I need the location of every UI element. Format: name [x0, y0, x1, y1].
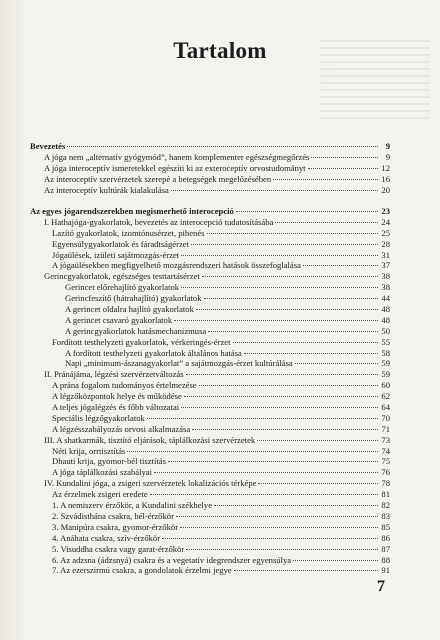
- toc-entry-page: 62: [381, 391, 390, 402]
- toc-entry: [30, 185, 390, 196]
- toc-entry-title: II. Pránájáma, légzési szervérzetváltozás: [44, 369, 184, 380]
- dot-leader: [308, 168, 378, 169]
- toc-entry: [30, 380, 390, 391]
- toc-entry: [30, 337, 390, 348]
- dot-leader: [204, 298, 379, 299]
- dot-leader: [196, 309, 378, 310]
- dot-leader: [181, 287, 378, 288]
- toc-entry-page: 81: [381, 489, 390, 500]
- toc-entry: [30, 565, 390, 576]
- toc-entry: [30, 271, 390, 282]
- toc-entry-page: 58: [381, 347, 390, 358]
- dot-leader: [162, 538, 378, 539]
- toc-section-yoga-systems: [30, 206, 390, 576]
- toc-entry-page: 71: [381, 423, 390, 434]
- toc-entry: [30, 522, 390, 533]
- toc-entry: [30, 315, 390, 326]
- toc-entry-title: III. A shatkarmák, tisztító eljárások, táplálkozási szervérzetek: [44, 434, 256, 445]
- toc-entry-page: 9: [385, 151, 390, 162]
- dot-leader: [273, 179, 378, 180]
- toc-entry-page: 38: [381, 271, 390, 282]
- dot-leader: [295, 363, 378, 364]
- toc-entry: [30, 402, 390, 413]
- toc-entry-title: Jógaülések, izületi sajátmozgás-érzet: [52, 249, 180, 260]
- toc-entry: [30, 163, 390, 174]
- dot-leader: [303, 265, 378, 266]
- toc-entry-title: Egyensúlygyakorlatok és fáradtságérzet: [52, 238, 189, 249]
- dot-leader: [186, 549, 378, 550]
- toc-entry: [30, 293, 390, 304]
- dot-leader: [233, 342, 379, 343]
- toc-entry-page: 31: [381, 249, 390, 260]
- toc-entry-title: A teljes jógalégzés és főbb változatai: [52, 402, 180, 413]
- toc-entry-title: Fordított testhelyzeti gyakorlatok, vérkeringés-érzet: [52, 336, 231, 347]
- toc-entry: [30, 174, 390, 185]
- toc-entry-title: 2. Szvádisthána csakra, bél-érzőkör: [52, 510, 174, 521]
- dot-leader: [181, 255, 378, 256]
- toc-entry: [30, 544, 390, 555]
- toc-entry: [30, 369, 390, 380]
- toc-entry-title: Az interoceptív kultúrák kialakulása: [44, 184, 169, 195]
- toc-entry-title: IV. Kundalini jóga, a zsigeri szervérzetek lokalizációs térképe: [44, 478, 257, 489]
- toc-entry-page: 78: [381, 478, 390, 489]
- dot-leader: [186, 374, 378, 375]
- toc-entry-title: 4. Anáhata csakra, szív-érzőkör: [52, 532, 161, 543]
- toc-entry-title: 1. A nemiszerv érzőkör, a Kundalini székhelye: [52, 500, 213, 511]
- toc-entry-title: Lazító gyakorlatok, izomtónusérzet, pihenés: [52, 227, 205, 238]
- toc-entry: [30, 152, 390, 163]
- dot-leader: [275, 222, 378, 223]
- toc-entry-page: 24: [381, 216, 390, 227]
- toc-entry: [30, 348, 390, 359]
- toc-entry: [30, 500, 390, 511]
- toc-entry-page: 86: [381, 532, 390, 543]
- dot-leader: [202, 276, 378, 277]
- toc-entry: [30, 391, 390, 402]
- toc-entry-title: A gerincet csavaró gyakorlatok: [65, 314, 173, 325]
- page-title: Tartalom: [173, 38, 267, 63]
- toc-entry: [30, 424, 390, 435]
- page-number: 7: [377, 578, 385, 595]
- toc-entry-page: 76: [381, 467, 390, 478]
- toc-entry-title: Néti krija, orrtisztítás: [52, 445, 126, 456]
- toc-entry-page: 44: [381, 293, 390, 304]
- toc-entry-page: 88: [381, 554, 390, 565]
- dot-leader: [67, 146, 378, 147]
- toc-entry-page: 91: [381, 565, 390, 576]
- toc-entry: [30, 489, 390, 500]
- toc-entry-page: 82: [381, 500, 390, 511]
- toc-entry-title: 5. Visuddha csakra vagy garat-érzőkör: [52, 543, 185, 554]
- dot-leader: [311, 157, 378, 158]
- toc-entry-title: 7. Az ezerszirmú csakra, a gondolatok érzelmi jegye: [52, 565, 232, 576]
- toc-entry-title: A prána fogalom tudományos értelmezése: [52, 380, 197, 391]
- toc-entry-page: 48: [381, 304, 390, 315]
- toc-entry-page: 74: [381, 445, 390, 456]
- dot-leader: [199, 385, 378, 386]
- toc-entry: [30, 413, 390, 424]
- dot-leader: [236, 211, 378, 212]
- dot-leader: [174, 320, 378, 321]
- dot-leader: [150, 494, 378, 495]
- toc-entry-page: 73: [381, 434, 390, 445]
- toc-entry-title: I. Hathajóga-gyakorlatok, bevezetés az interocepció tudatosításába: [44, 216, 274, 227]
- toc-entry: [30, 250, 390, 261]
- toc-entry: [30, 511, 390, 522]
- toc-entry-title: Bevezetés: [30, 141, 66, 151]
- toc-entry: [30, 282, 390, 293]
- toc-entry-page: 60: [381, 380, 390, 391]
- toc-entry: [30, 326, 390, 337]
- toc-entry-page: 9: [385, 141, 390, 151]
- toc-entry-title: A jóga interoceptív ismeretekkel egészíti ki az exteroceptív orvostudományt: [44, 162, 306, 173]
- toc-section-introduction: [30, 141, 390, 195]
- dot-leader: [181, 407, 378, 408]
- toc-entry-page: 55: [381, 336, 390, 347]
- toc-entry-page: 75: [381, 456, 390, 467]
- toc-entry-page: 20: [381, 184, 390, 195]
- toc-entry-page: 59: [381, 369, 390, 380]
- dot-leader: [184, 396, 378, 397]
- toc-entry-title: 6. Az adzsna (ádzsnyá) csakra és a vegetatív idegrendszer egyensúlya: [52, 554, 292, 565]
- toc-entry: [30, 478, 390, 489]
- dot-leader: [171, 190, 378, 191]
- toc-entry: [30, 446, 390, 457]
- toc-entry-title: Napi „minimum-ászanagyakorlat” a sajátmozgás-érzet kultúrálása: [65, 358, 293, 369]
- toc-entry: [30, 217, 390, 228]
- toc-entry-page: 38: [381, 282, 390, 293]
- toc-entry-title: Speciális légzőgyakorlatok: [52, 412, 145, 423]
- dot-leader: [154, 472, 378, 473]
- toc-entry-page: 37: [381, 260, 390, 271]
- toc-entry: [30, 239, 390, 250]
- toc-entry-page: 28: [381, 238, 390, 249]
- toc-entry: [30, 467, 390, 478]
- toc-heading: [30, 206, 390, 217]
- dot-leader: [214, 505, 378, 506]
- toc-entry-title: A légzésszabályozás orvosi alkalmazása: [52, 423, 191, 434]
- dot-leader: [293, 560, 378, 561]
- toc-entry-title: A gerincgyakorlatok hatásmechanizmusa: [65, 325, 207, 336]
- dot-leader: [208, 331, 378, 332]
- toc-entry-title: Az érzelmek zsigeri eredete: [52, 489, 148, 500]
- dot-leader: [257, 440, 378, 441]
- toc-entry-page: 25: [381, 227, 390, 238]
- toc-entry: [30, 533, 390, 544]
- toc-entry-page: 59: [381, 358, 390, 369]
- toc-entry-title: A jógaülésekben megfigyelhető mozgásrendszeri hatások összefoglalása: [52, 260, 301, 271]
- dot-leader: [127, 451, 378, 452]
- toc-entry-page: 87: [381, 543, 390, 554]
- toc-entry-title: Az interoceptív szervérzetek szerepé a betegségek megelőzésében: [44, 173, 272, 184]
- toc-entry-title: A légzőközpontok helye és működése: [52, 391, 182, 402]
- toc-entry: [30, 358, 390, 369]
- dot-leader: [258, 483, 378, 484]
- toc-entry-page: 83: [381, 510, 390, 521]
- dot-leader: [234, 570, 378, 571]
- toc-entry: [30, 304, 390, 315]
- dot-leader: [191, 244, 378, 245]
- toc-entry-title: Az egyes jógarendszerekben megismerhető interocepció: [30, 206, 234, 216]
- dot-leader: [180, 527, 378, 528]
- dot-leader: [168, 461, 378, 462]
- dot-leader: [207, 233, 379, 234]
- toc-entry-page: 64: [381, 402, 390, 413]
- toc-entry: [30, 228, 390, 239]
- toc-entry-title: Gerincfeszítő (hátrahajlító) gyakorlatok: [65, 293, 202, 304]
- toc-entry: [30, 456, 390, 467]
- dot-leader: [176, 516, 378, 517]
- toc-entry-title: Dhauti krija, gyomor-bél tisztítás: [52, 456, 166, 467]
- toc-heading: [30, 141, 390, 152]
- toc-entry-page: 48: [381, 314, 390, 325]
- toc-entry: [30, 435, 390, 446]
- toc-entry-title: Gerincet előrehajlító gyakorlatok: [65, 282, 180, 293]
- toc-entry-page: 70: [381, 412, 390, 423]
- toc-entry: [30, 555, 390, 566]
- toc-entry-title: 3. Manipúra csakra, gyomor-érzőkör: [52, 521, 179, 532]
- dot-leader: [192, 429, 378, 430]
- dot-leader: [147, 418, 378, 419]
- toc-entry: [30, 260, 390, 271]
- toc-entry-page: 50: [381, 325, 390, 336]
- dot-leader: [244, 353, 378, 354]
- toc-entry-title: A jóga nem „alternatív gyógymód”, hanem komplementer egészségmegőrzés: [44, 151, 310, 162]
- toc-entry-title: A jóga táplálkozási szabályai: [52, 467, 152, 478]
- toc-entry-title: A fordított testhelyzeti gyakorlatok általános hatása: [65, 347, 242, 358]
- toc-entry-title: A gerincet oldalra hajlító gyakorlatok: [65, 304, 194, 315]
- toc-entry-page: 23: [381, 206, 390, 216]
- toc-entry-title: Gerincgyakorlatok, egészséges testtartásérzet: [44, 271, 200, 282]
- toc-entry-page: 16: [381, 173, 390, 184]
- toc-entry-page: 85: [381, 521, 390, 532]
- toc-entry-page: 12: [381, 162, 390, 173]
